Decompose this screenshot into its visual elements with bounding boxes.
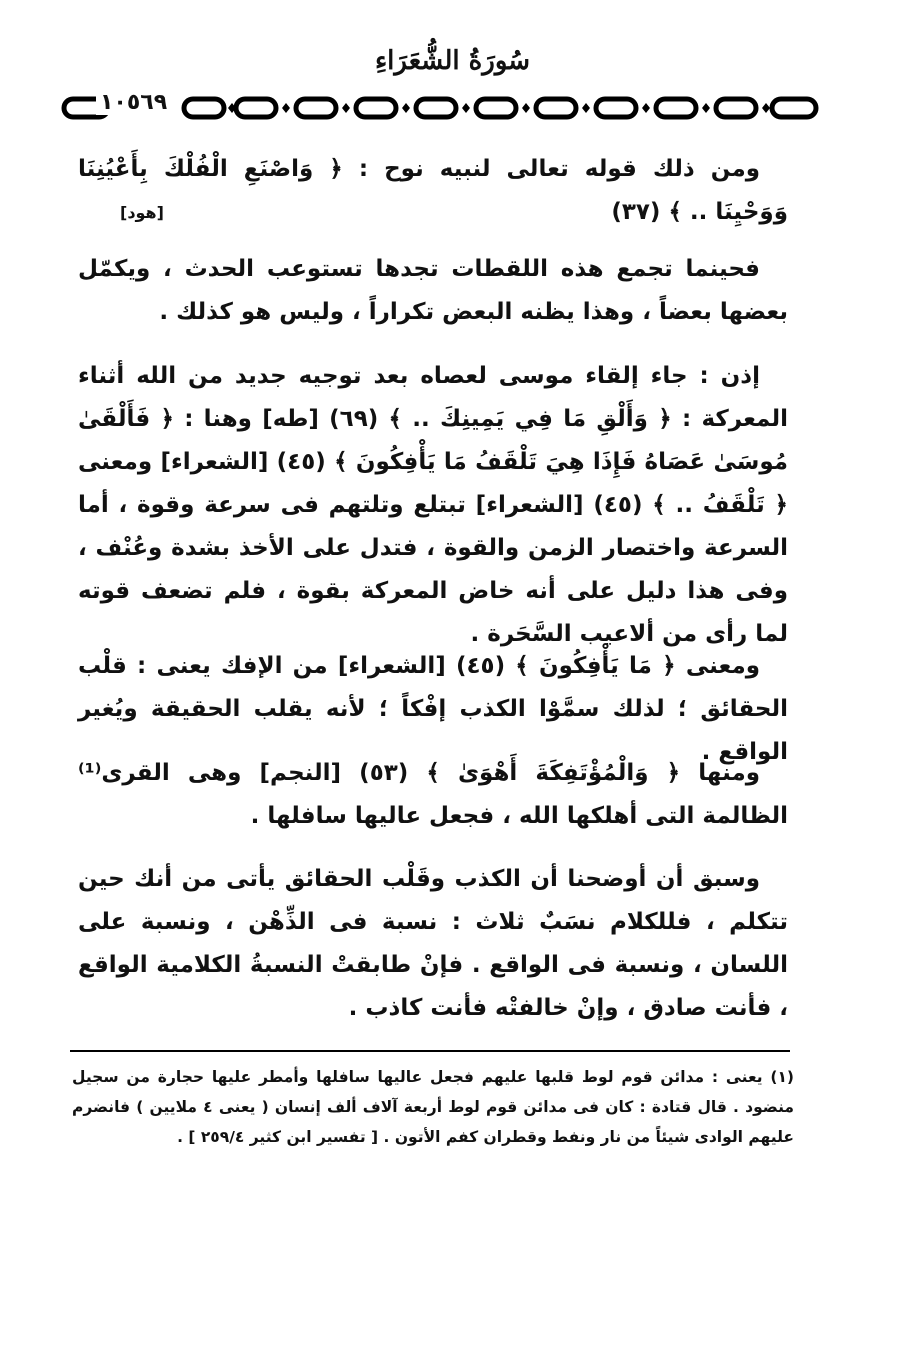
paragraph-3	[78, 355, 788, 656]
paragraph-1	[78, 148, 788, 234]
paragraph-2	[78, 248, 788, 334]
paragraph-text: فحينما تجمع هذه اللقطات تجدها تستوعب الحدث ، ويكمّل بعضها بعضاً ، وهذا يظنه البعض تكراراً ، وليس هو كذلك .	[78, 256, 788, 325]
page-number: ١٠٥٦٩	[96, 90, 171, 115]
paragraph-text: ومعنى ﴿ مَا يَأْفِكُونَ ﴾ (٤٥) [الشعراء] من الإفك يعنى : قلْب الحقائق ؛ لذلك سمَّوْا الكذب إفْكاً ؛ لأنه يقلب الحقيقة ويُغير الواقع .	[78, 653, 788, 765]
paragraph-text: وسبق أن أوضحنا أن الكذب وقَلْب الحقائق يأتى من أنك حين تتكلم ، فللكلام نسَبٌ ثلاث : نسبة فى الذِّهْن ، ونسبة على اللسان ، ونسبة فى الواقع . فإنْ طابقتْ النسبةُ الكلامية الواقع ، فأنت صادق ، وإنْ خالفتْه فأنت كاذب .	[78, 866, 788, 1021]
paragraph-text: ومن ذلك قوله تعالى لنبيه نوح : ﴿ وَاصْنَعِ الْفُلْكَ بِأَعْيُنِنَا وَوَحْيِنَا .. ﴾ (٣٧)	[78, 156, 788, 225]
paragraph-6	[78, 858, 788, 1030]
paragraph-5	[78, 752, 788, 838]
footnote-divider	[70, 1050, 790, 1052]
paragraph-text: ومنها ﴿ وَالْمُؤْتَفِكَةَ أَهْوَىٰ ﴾ (٥٣) [النجم] وهى القرى⁽¹⁾ الظالمة التى أهلكها الله ، فجعل عاليها سافلها .	[78, 760, 788, 829]
footnote: (١) يعنى : مدائن قوم لوط قلبها عليهم فجعل عاليها سافلها وأمطر عليها حجارة من سجيل منضود . قال قتادة : كان فى مدائن قوم لوط أربعة آلاف ألف إنسان ( يعنى ٤ ملايين ) فانضرم عليهم الوادى شيئاً من نار ونفط وقطران كفم الأتون . [ تفسير ابن كثير ٢٥٩/٤ ] .	[72, 1068, 794, 1146]
quran-source-ref: [هود]	[120, 203, 164, 222]
surah-title: سُورَةُ الشُّعَرَاءِ	[374, 46, 531, 76]
decorative-border-icon	[60, 92, 820, 124]
paragraph-text: إذن : جاء إلقاء موسى لعصاه بعد توجيه جديد من الله أثناء المعركة : ﴿ وَأَلْقِ مَا فِي يَمِينِكَ .. ﴾ (٦٩) [طه] وهنا : ﴿ فَأَلْقَىٰ مُوسَىٰ عَصَاهُ فَإِذَا هِيَ تَلْقَفُ مَا يَأْفِكُونَ ﴾ (٤٥) [الشعراء] ومعنى ﴿ تَلْقَفُ .. ﴾ (٤٥) [الشعراء] تبتلع وتلتهم فى سرعة وقوة ، أما السرعة واختصار الزمن والقوة ، فتدل على الأخذ بشدة وعُنْف ، وفى هذا دليل على أنه خاض المعركة بقوة ، فلم تضعف قوته لما رأى من ألاعيب السَّحَرة .	[78, 363, 788, 647]
